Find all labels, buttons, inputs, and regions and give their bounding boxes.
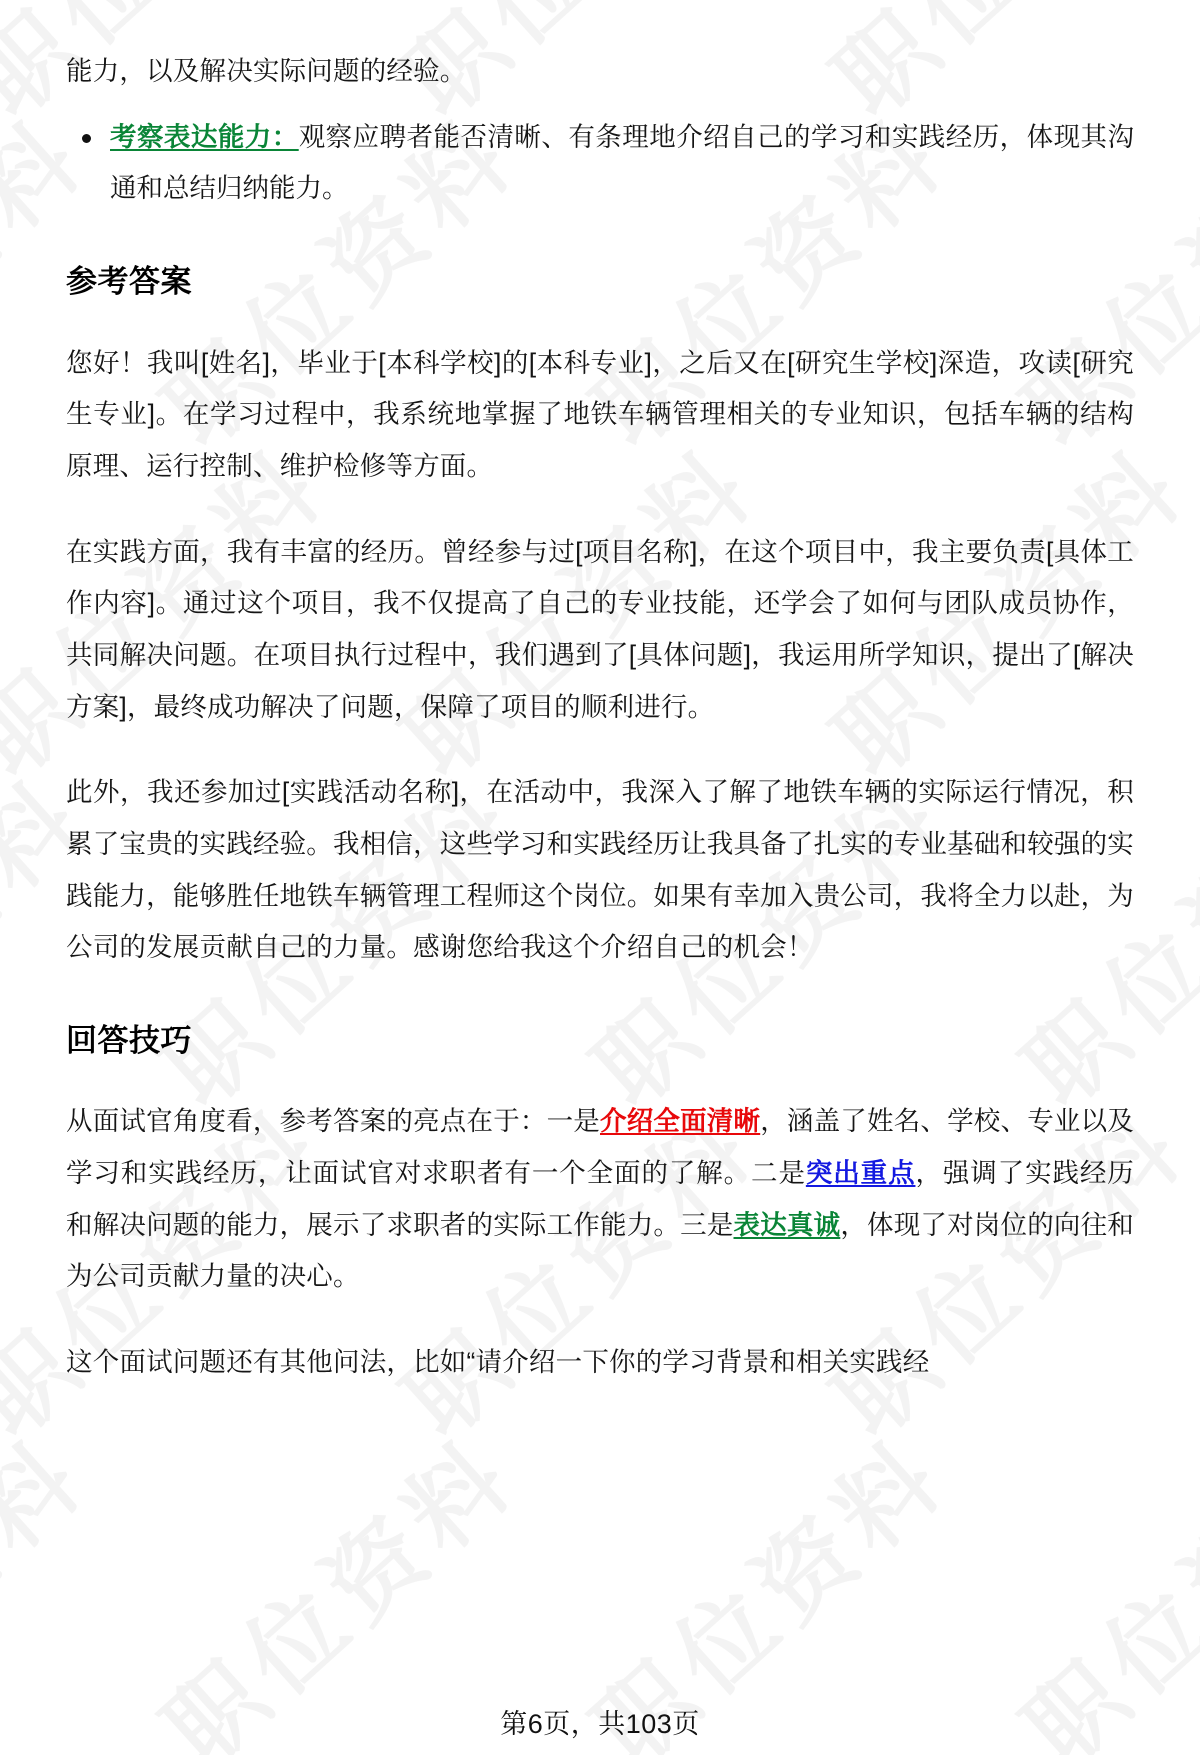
answer-tips-paragraph	[66, 1096, 1134, 1303]
reference-answer-paragraph-3: 此外，我还参加过[实践活动名称]，在活动中，我深入了解了地铁车辆的实际运行情况，积累了宝贵的实践经验。我相信，这些学习和实践经历让我具备了扎实的专业基础和较强的实践能力，能够胜任地铁车辆管理工程师这个岗位。如果有幸加入贵公司，我将全力以赴，为公司的发展贡献自己的力量。感谢您给我这个介绍自己的机会！	[66, 777, 1134, 963]
page-footer: 第6页，共103页	[500, 1709, 700, 1739]
tips-highlight-key-points: 突出重点	[805, 1158, 916, 1189]
tips-text-part-2: ，涵盖了姓名、学校、专业以及学习和实践经历，让面试官对求职者有一个全面的了解。二是	[66, 1106, 1135, 1189]
criteria-bullet-list	[66, 112, 1134, 215]
closing-partial-paragraph: 这个面试问题还有其他问法，比如“请介绍一下你的学习背景和相关实践经	[66, 1347, 930, 1378]
list-item	[66, 112, 1134, 215]
tips-text-part-4: ，体现了对岗位的向往和为公司贡献力量的决心。	[66, 1209, 1135, 1292]
reference-answer-paragraph-1: 您好！我叫[姓名]，毕业于[本科学校]的[本科专业]，之后又在[研究生学校]深造，攻读[研究生专业]。在学习过程中，我系统地掌握了地铁车辆管理相关的专业知识，包括车辆的结构原理、运行控制、维护检修等方面。	[66, 347, 1134, 481]
tips-text-part-1: 从面试官角度看，参考答案的亮点在于：一是	[66, 1106, 600, 1137]
section-heading-answer-tips: 回答技巧	[66, 1022, 192, 1058]
top-partial-paragraph: 能力，以及解决实际问题的经验。	[66, 56, 467, 86]
bullet-text: 观察应聘者能否清晰、有条理地介绍自己的学习和实践经历，体现其沟通和总结归纳能力。	[110, 121, 1135, 204]
bullet-label-green: 考察表达能力：	[110, 121, 299, 152]
reference-answer-paragraph-2: 在实践方面，我有丰富的经历。曾经参与过[项目名称]，在这个项目中，我主要负责[具体工作内容]。通过这个项目，我不仅提高了自己的专业技能，还学会了如何与团队成员协作，共同解决问题。在项目执行过程中，我们遇到了[具体问题]，我运用所学知识，提出了[解决方案]，最终成功解决了问题，保障了项目的顺利进行。	[66, 536, 1134, 722]
tips-highlight-introduction-clear: 介绍全面清晰	[600, 1106, 761, 1137]
tips-highlight-sincere-expression: 表达真诚	[733, 1209, 841, 1240]
tips-text-part-3: ，强调了实践经历和解决问题的能力，展示了求职者的实际工作能力。三是	[66, 1158, 1134, 1240]
document-body	[66, 46, 1134, 1389]
section-heading-reference-answer: 参考答案	[66, 264, 192, 300]
